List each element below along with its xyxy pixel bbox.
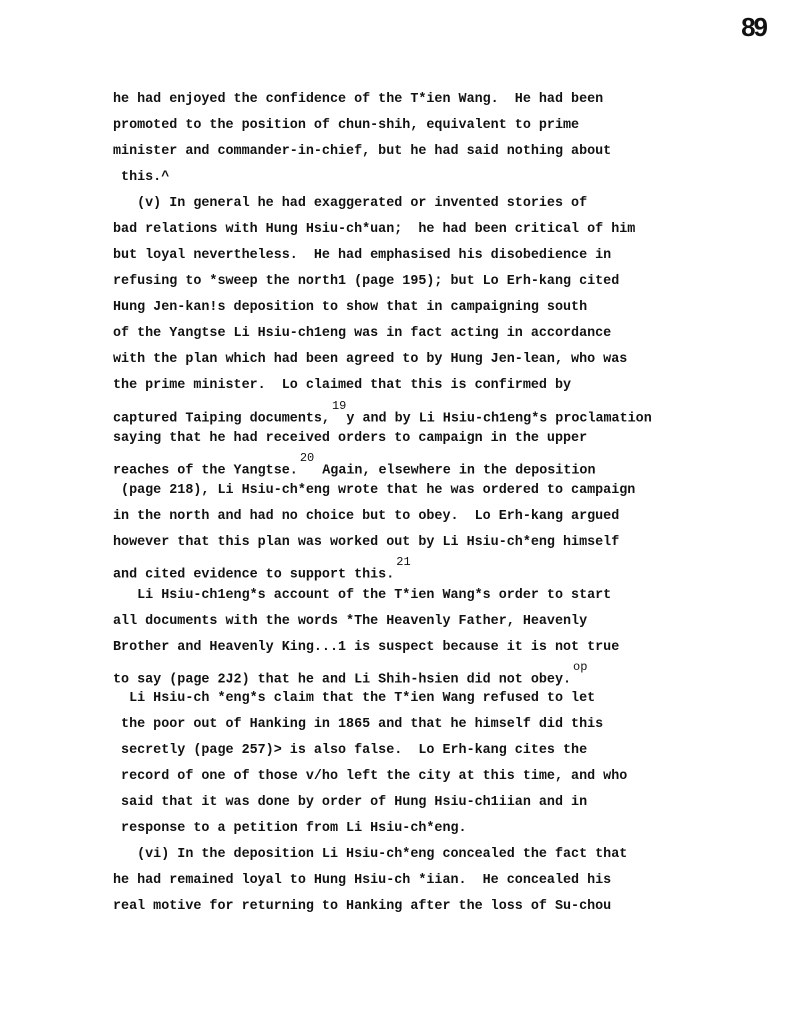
line-text: to say (page 2J2) that he and Li Shih-hsien did not obey.	[113, 672, 572, 688]
text-line	[113, 660, 588, 688]
line-text: and cited evidence to support this.	[113, 567, 395, 583]
text-line: the prime minister. Lo claimed that this is confirmed by	[113, 378, 572, 393]
text-line: in the north and had no choice but to obey. Lo Erh-kang argued	[113, 509, 620, 524]
footnote-ref: 21	[396, 555, 411, 569]
footnote-ref: op	[573, 660, 588, 674]
text-line: said that it was done by order of Hung Hsiu-ch1iian and in	[113, 795, 588, 810]
text-line: Hung Jen-kan!s deposition to show that in campaigning south	[113, 300, 588, 315]
text-line: Li Hsiu-ch1eng*s account of the T*ien Wang*s order to start	[113, 588, 612, 603]
text-line: (vi) In the deposition Li Hsiu-ch*eng concealed the fact that	[113, 847, 628, 862]
line-text-after: Again, elsewhere in the deposition	[314, 463, 596, 479]
text-line: of the Yangtse Li Hsiu-ch1eng was in fact acting in accordance	[113, 326, 612, 341]
text-line	[113, 555, 411, 583]
text-line: he had enjoyed the confidence of the T*ien Wang. He had been	[113, 92, 604, 107]
text-line: promoted to the position of chun-shih, equivalent to prime	[113, 118, 580, 133]
footnote-ref: 20	[299, 451, 315, 465]
text-line: Li Hsiu-ch *eng*s claim that the T*ien Wang refused to let	[113, 691, 596, 706]
text-line: secretly (page 257)> is also false. Lo Erh-kang cites the	[113, 743, 588, 758]
line-text: reaches of the Yangtse.	[113, 463, 298, 479]
text-line: the poor out of Hanking in 1865 and that he himself did this	[113, 717, 604, 732]
footnote-ref: 19	[331, 399, 347, 413]
text-line: refusing to *sweep the north1 (page 195); but Lo Erh-kang cited	[113, 274, 620, 289]
text-line: this.^	[113, 170, 170, 185]
text-line	[113, 451, 596, 479]
text-line: however that this plan was worked out by Li Hsiu-ch*eng himself	[113, 535, 620, 550]
text-line: (v) In general he had exaggerated or invented stories of	[113, 196, 588, 211]
text-line: all documents with the words *The Heavenly Father, Heavenly	[113, 614, 588, 629]
text-line: Brother and Heavenly King...1 is suspect because it is not true	[113, 640, 620, 655]
text-line: record of one of those v/ho left the city at this time, and who	[113, 769, 628, 784]
text-line: minister and commander-in-chief, but he had said nothing about	[113, 144, 612, 159]
text-line: but loyal nevertheless. He had emphasised his disobedience in	[113, 248, 612, 263]
text-line: with the plan which had been agreed to by Hung Jen-lean, who was	[113, 352, 628, 367]
text-line: saying that he had received orders to campaign in the upper	[113, 431, 588, 446]
page-number: 89	[741, 12, 766, 42]
text-line: he had remained loyal to Hung Hsiu-ch *iian. He concealed his	[113, 873, 612, 888]
line-text-after: y and by Li Hsiu-ch1eng*s proclamation	[346, 411, 652, 427]
text-line: (page 218), Li Hsiu-ch*eng wrote that he was ordered to campaign	[113, 483, 636, 498]
text-line: bad relations with Hung Hsiu-ch*uan; he had been critical of him	[113, 222, 636, 237]
line-text: captured Taiping documents,	[113, 411, 330, 427]
text-line: real motive for returning to Hanking after the loss of Su-chou	[113, 899, 612, 914]
text-line	[113, 399, 652, 427]
text-line: response to a petition from Li Hsiu-ch*eng.	[113, 821, 467, 836]
